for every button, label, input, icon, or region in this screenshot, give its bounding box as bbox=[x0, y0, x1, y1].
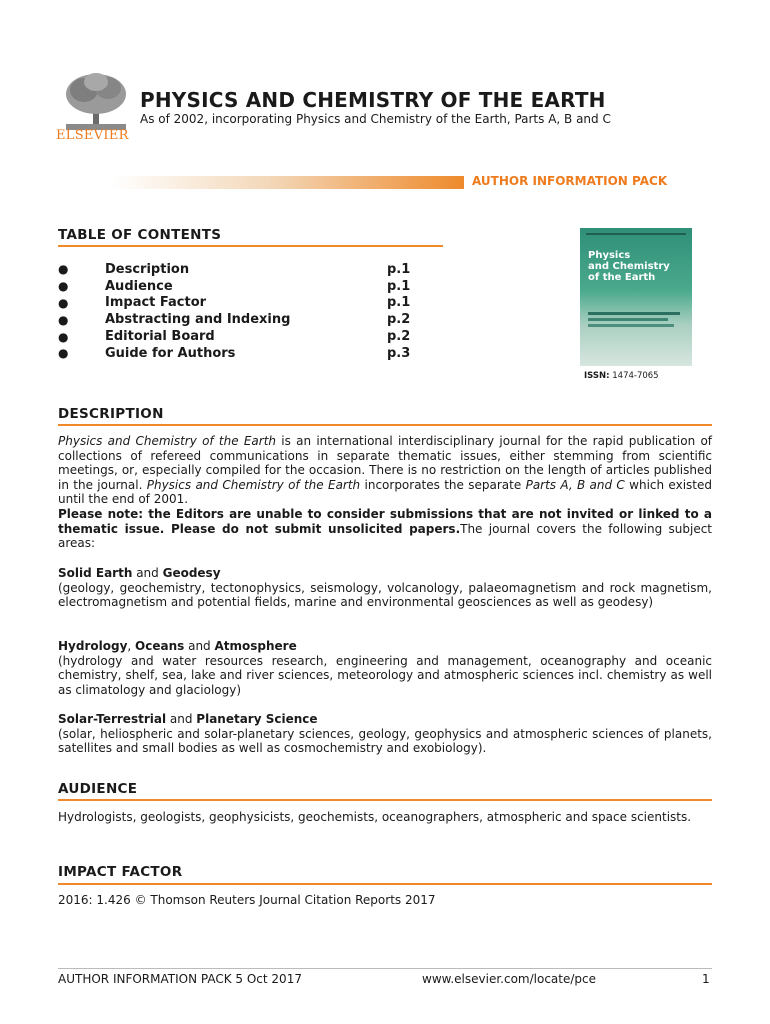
description-text: incorporates the separate bbox=[360, 477, 526, 492]
toc-item-description[interactable] bbox=[58, 261, 428, 278]
subject-sep: and bbox=[166, 712, 197, 726]
author-pack-label: AUTHOR INFORMATION PACK bbox=[472, 174, 668, 188]
subject-description: (hydrology and water resources research, engineering and management, oceanography and oceanic chemistry, shelf, sea, lake and river sciences, meteorology and atmospheric sciences incl. chemistry as well as climatology and glaciology) bbox=[58, 653, 712, 697]
toc-item-label: Guide for Authors bbox=[105, 345, 236, 361]
journal-subtitle: As of 2002, incorporating Physics and Chemistry of the Earth, Parts A, B and C bbox=[140, 112, 611, 126]
bullet-icon: ● bbox=[58, 279, 69, 294]
subject-area-hydrology bbox=[58, 639, 712, 697]
subject-description: (solar, heliospheric and solar-planetary sciences, geology, geophysics and atmospheric sciences of planets, satellites and small bodies as well as cosmochemistry and exobiology). bbox=[58, 726, 712, 756]
cover-title-line: and Chemistry bbox=[588, 261, 670, 272]
subject-area-solid-earth bbox=[58, 566, 712, 610]
toc-rule bbox=[58, 245, 443, 247]
toc-item-label: Description bbox=[105, 261, 190, 277]
subject-term: Hydrology bbox=[58, 639, 128, 653]
toc-item-page: p.1 bbox=[387, 261, 411, 277]
issn-value: 1474-7065 bbox=[612, 371, 659, 381]
bullet-icon: ● bbox=[58, 346, 69, 361]
elsevier-logo bbox=[56, 68, 136, 148]
subject-sep: , bbox=[127, 639, 136, 653]
journal-title: PHYSICS AND CHEMISTRY OF THE EARTH bbox=[140, 88, 606, 112]
bullet-icon: ● bbox=[58, 312, 69, 327]
toc-item-page: p.3 bbox=[387, 345, 411, 361]
footer-left: AUTHOR INFORMATION PACK 5 Oct 2017 bbox=[58, 972, 302, 986]
toc-item-page: p.1 bbox=[387, 278, 411, 294]
description-text: The journal covers the following subject areas: bbox=[58, 521, 712, 551]
journal-name-italic: Physics and Chemistry of the Earth bbox=[58, 434, 277, 448]
toc-item-impact-factor[interactable] bbox=[58, 295, 428, 312]
audience-text: Hydrologists, geologists, geophysicists, geochemists, oceanographers, atmospheric and space scientists. bbox=[58, 810, 692, 824]
subject-term: Atmosphere bbox=[214, 639, 297, 653]
audience-heading: AUDIENCE bbox=[58, 781, 138, 797]
toc-item-page: p.2 bbox=[387, 312, 411, 328]
subject-term: Geodesy bbox=[162, 566, 221, 580]
toc-item-editorial-board[interactable] bbox=[58, 328, 428, 345]
toc-item-label: Audience bbox=[105, 278, 173, 294]
description-text: is an international interdisciplinary journal for the rapid publication of collections of refereed communications in separate thematic issues, either stemming from scientific meetings, or, especially compiled for the occasion. There is no restriction on the length of articles published in the journal. bbox=[58, 434, 713, 492]
description-intro bbox=[58, 434, 712, 551]
header-gradient-bar bbox=[112, 176, 464, 189]
parts-italic: Parts A, B and C bbox=[525, 477, 625, 492]
subject-term: Solid Earth bbox=[58, 566, 133, 580]
impact-factor-text: 2016: 1.426 © Thomson Reuters Journal Citation Reports 2017 bbox=[58, 893, 436, 907]
toc-item-label: Abstracting and Indexing bbox=[105, 312, 291, 328]
page-number: 1 bbox=[702, 972, 710, 986]
subject-sep: and bbox=[184, 639, 215, 653]
subject-sep: and bbox=[132, 566, 163, 580]
subject-area-solar-terrestrial bbox=[58, 712, 712, 756]
audience-rule bbox=[58, 799, 712, 801]
description-rule bbox=[58, 424, 712, 426]
journal-cover-image bbox=[580, 228, 692, 366]
submission-note: Please note: the Editors are unable to consider submissions that are not invited or linked to a thematic issue. Please do not submit unsolicited papers. bbox=[58, 506, 712, 536]
bullet-icon: ● bbox=[58, 295, 69, 310]
subject-term: Oceans bbox=[135, 639, 185, 653]
bullet-icon: ● bbox=[58, 262, 69, 277]
subject-term: Planetary Science bbox=[196, 712, 318, 726]
toc-item-label: Impact Factor bbox=[105, 295, 207, 311]
toc-heading: TABLE OF CONTENTS bbox=[58, 227, 222, 243]
toc-item-page: p.1 bbox=[387, 295, 411, 311]
subject-term: Solar-Terrestrial bbox=[58, 712, 167, 726]
bullet-icon: ● bbox=[58, 329, 69, 344]
description-heading: DESCRIPTION bbox=[58, 406, 164, 422]
impact-factor-rule bbox=[58, 883, 712, 885]
issn bbox=[584, 371, 659, 381]
cover-title-line: of the Earth bbox=[588, 272, 656, 283]
toc-item-guide-for-authors[interactable] bbox=[58, 345, 428, 362]
footer-rule bbox=[58, 968, 712, 969]
issn-label: ISSN: bbox=[584, 371, 610, 381]
toc-item-abstracting[interactable] bbox=[58, 311, 428, 328]
toc-item-page: p.2 bbox=[387, 329, 411, 345]
description-text: which existed until the end of 2001. bbox=[58, 477, 712, 507]
footer-url[interactable]: www.elsevier.com/locate/pce bbox=[422, 972, 596, 986]
toc-list bbox=[58, 261, 428, 362]
cover-title-line: Physics bbox=[588, 250, 631, 261]
toc-item-audience[interactable] bbox=[58, 278, 428, 295]
impact-factor-heading: IMPACT FACTOR bbox=[58, 864, 183, 880]
subject-description: (geology, geochemistry, tectonophysics, seismology, volcanology, palaeomagnetism and rock magnetism, electromagnetism and potential fields, marine and environmental geosciences as well as geodesy) bbox=[58, 580, 712, 610]
toc-item-label: Editorial Board bbox=[105, 329, 215, 345]
publisher-name: ELSEVIER bbox=[56, 128, 129, 143]
journal-name-italic: Physics and Chemistry of the Earth bbox=[146, 477, 361, 492]
